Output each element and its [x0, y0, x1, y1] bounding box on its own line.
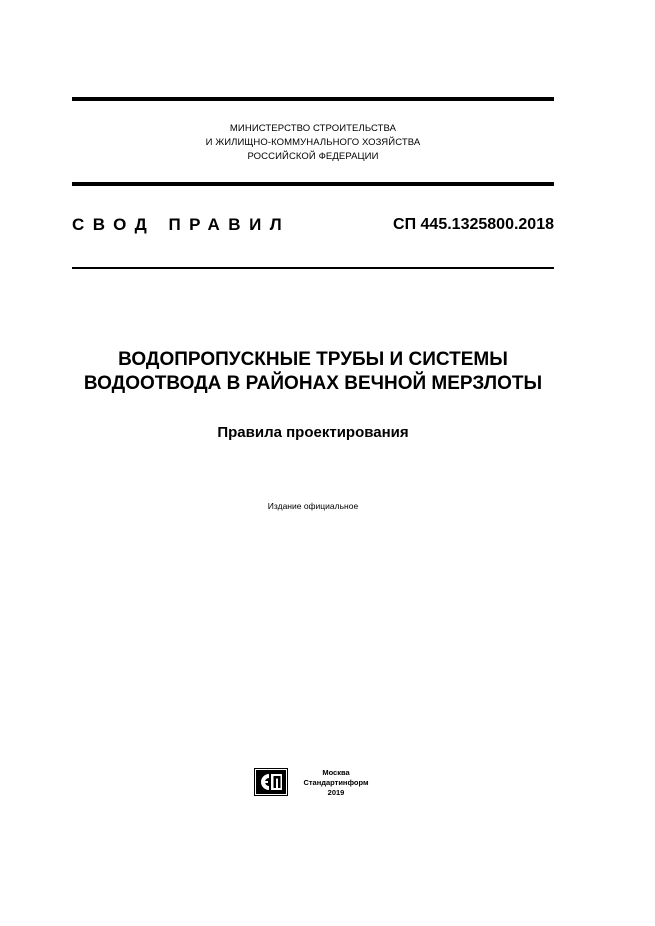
document-code: СП 445.1325800.2018: [393, 216, 554, 233]
edition-label: Издание официальное: [267, 501, 359, 511]
document-title: [40, 348, 586, 396]
document-subtitle: Правила проектирования: [217, 424, 409, 441]
ministry-name: [72, 122, 554, 164]
top-rule: [72, 97, 554, 101]
document-type: СВОД ПРАВИЛ: [72, 215, 291, 234]
ministry-line-2: И ЖИЛИЩНО-КОММУНАЛЬНОГО ХОЗЯЙСТВА: [205, 137, 421, 148]
publisher-info: [294, 768, 378, 798]
title-line-2: ВОДООТВОДА В РАЙОНАХ ВЕЧНОЙ МЕРЗЛОТЫ: [83, 373, 543, 394]
publisher-name: Стандартинформ: [303, 778, 369, 787]
thin-rule: [72, 267, 554, 269]
standartinform-logo-icon: [254, 768, 288, 796]
publisher-city: Москва: [322, 768, 350, 777]
publisher-year: 2019: [327, 788, 345, 797]
title-line-1: ВОДОПРОПУСКНЫЕ ТРУБЫ И СИСТЕМЫ: [118, 349, 508, 370]
middle-rule: [72, 182, 554, 186]
ministry-line-3: РОССИЙСКОЙ ФЕДЕРАЦИИ: [247, 151, 379, 162]
ministry-line-1: МИНИСТЕРСТВО СТРОИТЕЛЬСТВА: [229, 123, 397, 134]
